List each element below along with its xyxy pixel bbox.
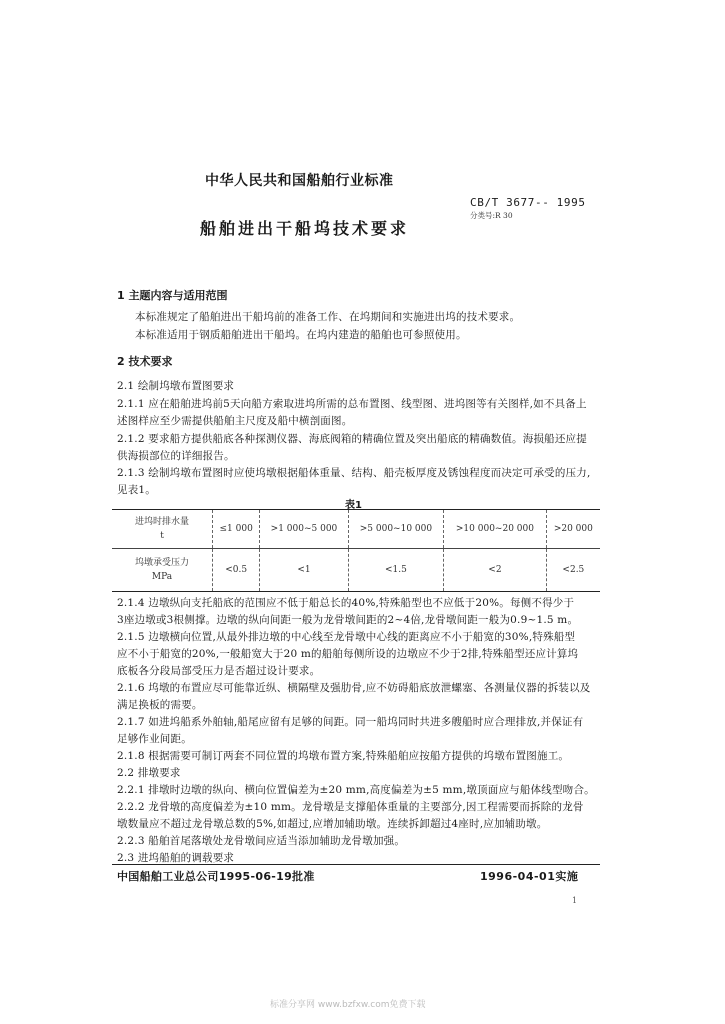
- clause-2-1-1-line2: 述图样应至少需提供船舶主尺度及船中横剖面图。: [117, 415, 353, 427]
- table-cell: >10 000~20 000: [444, 510, 547, 549]
- clause-2-1-6-line1: 2.1.6 坞墩的布置应尽可能靠近纵、横隔壁及强肋骨,应不妨碍船底放泄螺塞、各测量仪器的拆装以及: [117, 682, 591, 694]
- section-1-paragraph-2: 本标准适用于钢质船舶进出干船坞。在坞内建造的船舶也可参照使用。: [135, 329, 467, 341]
- clause-2-1-8: 2.1.8 根据需要可制订两套不同位置的坞墩布置方案,特殊船舶应按船方提供的坞墩布置图施工。: [117, 750, 570, 762]
- table-label-line2: MPa: [151, 572, 173, 582]
- clause-2-1-2-line2: 供海损部位的详细报告。: [117, 450, 235, 462]
- table-label-line2: t: [160, 531, 164, 541]
- section-2-heading: 2 技术要求: [117, 355, 173, 368]
- table-label-line1: 进坞时排水量: [134, 517, 189, 527]
- table-caption: 表1: [345, 500, 362, 511]
- org-title: 中华人民共和国船舶行业标准: [205, 173, 394, 189]
- clause-2-1-6-line2: 满足换板的需要。: [117, 699, 203, 711]
- clause-2-2-2-line1: 2.2.2 龙骨墩的高度偏差为±10 mm。龙骨墩是支撑船体重量的主要部分,因工程需要而拆除的龙骨: [117, 801, 584, 813]
- clause-2-1-7-line1: 2.1.7 如进坞船系外舶轴,船尾应留有足够的间距。同一船坞同时共进多艘船时应合理排放,并保证有: [117, 716, 584, 728]
- table-cell: ≤1 000: [213, 510, 260, 549]
- table-cell: <1.5: [348, 549, 443, 592]
- table-cell: >1 000~5 000: [260, 510, 348, 549]
- clause-2-1-5-line2: 应不小于船宽的20%,一般船宽大于20 m的船舶每侧所设的边墩应不少于2排,特殊船型还应计算坞: [117, 648, 579, 660]
- clause-2-2: 2.2 排墩要求: [117, 767, 181, 779]
- clause-2-1-5-line1: 2.1.5 边墩横向位置,从最外排边墩的中心线至龙骨墩中心线的距离应不小于船宽的30%,特殊船型: [117, 631, 576, 643]
- table-cell: >5 000~10 000: [348, 510, 443, 549]
- table-row-displacement: [112, 510, 600, 549]
- table-cell: <2.5: [546, 549, 600, 592]
- clause-2-2-3: 2.2.3 船舶首尾落墩处龙骨墩间应适当添加辅助龙骨墩加强。: [117, 835, 406, 847]
- clause-2-1-7-line2: 足够作业间距。: [117, 733, 192, 745]
- standard-number: CB/T 3677-- 1995: [470, 196, 586, 209]
- table-row-pressure: [112, 549, 600, 592]
- clause-2-1: 2.1 绘制坞墩布置图要求: [117, 380, 235, 392]
- footer-rule: [112, 864, 600, 865]
- section-1-heading: 1 主题内容与适用范围: [117, 289, 228, 302]
- clause-2-1-4-line2: 3座边墩或3根侧撑。边墩的纵向间距一般为龙骨墩间距的2~4倍,龙骨墩间距一般为0.9~1.5 m。: [117, 614, 579, 626]
- table-cell: <2: [444, 549, 547, 592]
- clause-2-2-2-line2: 墩数量应不超过龙骨墩总数的5%,如超过,应增加辅助墩。连续拆卸超过4座时,应加辅助墩。: [117, 818, 548, 830]
- pressure-table: [112, 509, 600, 592]
- clause-2-1-1-line1: 2.1.1 应在船舶进坞前5天向船方索取进坞所需的总布置图、线型图、进坞图等有关图样,如不具备上: [117, 398, 587, 410]
- approval-line: 中国船舶工业总公司1995-06-19批准: [117, 870, 315, 883]
- table-label-line1: 坞墩承受压力: [134, 558, 189, 568]
- table-cell: >20 000: [546, 510, 600, 549]
- page-number: 1: [572, 896, 578, 905]
- clause-2-1-5-line3: 底板各分段局部受压力是否超过设计要求。: [117, 665, 321, 677]
- clause-2-2-1: 2.2.1 排墩时边墩的纵向、横向位置偏差为±20 mm,高度偏差为±5 mm,墩顶面应与船体线型吻合。: [117, 784, 595, 796]
- section-1-paragraph-1: 本标准规定了船舶进出干船坞前的准备工作、在坞期间和实施进出坞的技术要求。: [135, 311, 521, 323]
- table-cell: <1: [260, 549, 348, 592]
- table-row-label: [112, 510, 213, 549]
- watermark: 标准分享网 www.bzfxw.com免费下载: [270, 1000, 426, 1010]
- document-title: 船舶进出干船坞技术要求: [200, 219, 410, 238]
- effective-date: 1996-04-01实施: [480, 870, 579, 883]
- clause-2-1-3-line2: 见表1。: [117, 484, 156, 496]
- classification-code: 分类号:R 30: [470, 211, 513, 220]
- clause-2-1-4-line1: 2.1.4 边墩纵向支托船底的范围应不低于船总长的40%,特殊船型也不应低于20%。每侧不得少于: [117, 597, 575, 609]
- table-row-label: [112, 549, 213, 592]
- table-cell: <0.5: [213, 549, 260, 592]
- clause-2-1-3-line1: 2.1.3 绘制坞墩布置图时应使坞墩根据船体重量、结构、船壳板厚度及锈蚀程度而决定可承受的压力,: [117, 467, 591, 479]
- clause-2-3: 2.3 进坞船舶的调载要求: [117, 852, 235, 864]
- clause-2-1-2-line1: 2.1.2 要求船方提供船底各种探测仪器、海底阀箱的精确位置及突出船底的精确数值。海损船还应提: [117, 433, 587, 445]
